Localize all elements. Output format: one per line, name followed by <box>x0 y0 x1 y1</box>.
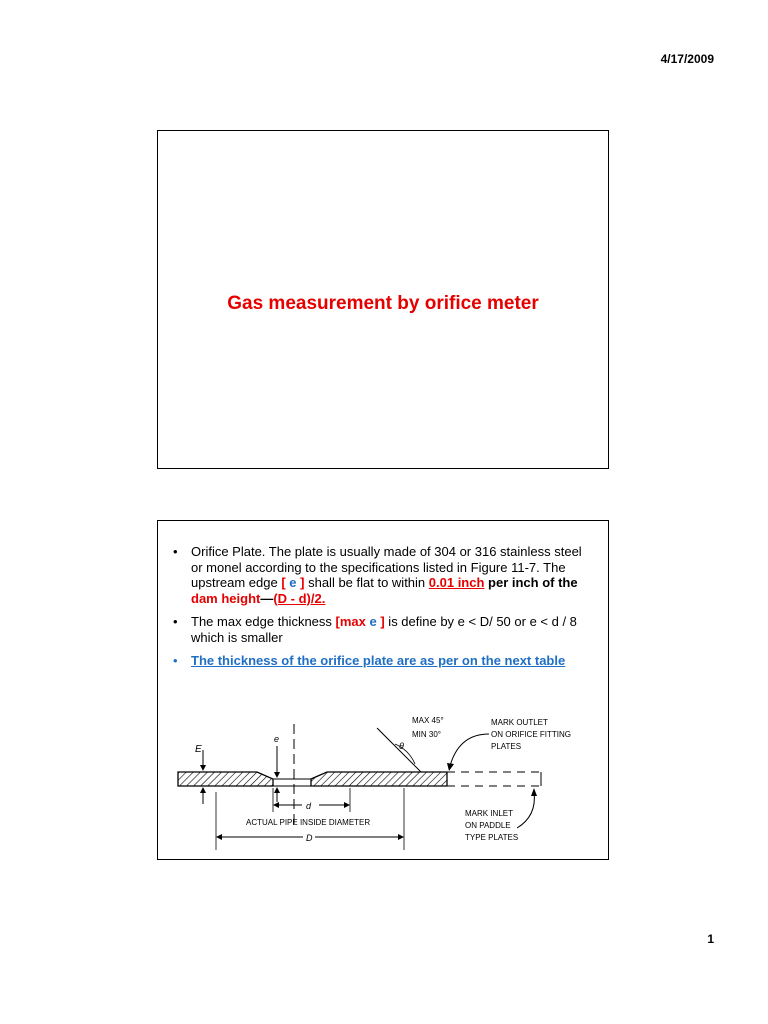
bullet2-text: The max edge thickness <box>191 614 336 629</box>
d-arrowhead-right <box>344 802 350 808</box>
D-arrowhead-right <box>398 834 404 840</box>
header-date: 4/17/2009 <box>660 52 714 66</box>
bullet1-text-b: shall be flat to within <box>304 575 429 590</box>
label-mark-outlet-2: ON ORIFICE FITTING <box>491 730 571 739</box>
bullet1-e: e <box>289 575 297 590</box>
label-d: d <box>306 801 312 811</box>
bullet1-bracket-open: [ <box>281 575 290 590</box>
inlet-arrowhead <box>531 788 537 796</box>
bullet3-text: The thickness of the orifice plate are as per on the next table <box>191 653 566 668</box>
angle-arc <box>395 744 415 764</box>
label-mark-inlet-1: MARK INLET <box>465 809 514 818</box>
outlet-leader <box>450 734 489 766</box>
label-e: e <box>274 734 280 744</box>
bullet1-text: Orifice Plate. The plate is usually made of 304 or 316 stainless steel or monel according to the specifications listed in Figure 11-7. The upstream edge <box>191 544 582 590</box>
bullet1-per-inch: per inch of the <box>484 575 578 590</box>
label-mark-inlet-2: ON PADDLE <box>465 821 511 830</box>
bullet2-text-b: is define by e < D/ 50 or e < d / 8 which is smaller <box>191 614 577 645</box>
label-mark-outlet-1: MARK OUTLET <box>491 718 548 727</box>
bullet-next-table <box>169 653 589 669</box>
label-D: D <box>306 833 313 843</box>
bullet1-dash: — <box>260 590 274 606</box>
bullet-marker: • <box>173 544 178 559</box>
bullet2-bracket-open: [max <box>335 614 370 629</box>
bullet2-bracket-close: ] <box>376 614 385 629</box>
slide-title-text: Gas measurement by orifice meter <box>227 293 539 314</box>
D-arrowhead-left <box>216 834 222 840</box>
bullet1-formula: (D - d)/2. <box>273 590 326 606</box>
label-mark-inlet-3: TYPE PLATES <box>465 833 519 842</box>
label-E: E <box>195 744 202 755</box>
label-mark-outlet-3: PLATES <box>491 742 522 751</box>
bullet-list <box>169 544 589 677</box>
E-arrowhead-top <box>200 765 206 771</box>
bullet-marker: • <box>173 614 178 629</box>
bullet1-bracket-close: ] <box>296 575 305 590</box>
bullet1-tolerance: 0.01 inch <box>428 575 485 590</box>
label-min30: MIN 30° <box>412 730 441 739</box>
E-arrowhead-bottom <box>200 787 206 793</box>
bullet-max-edge <box>169 614 589 645</box>
bullet1-dam-height: dam height <box>191 590 261 606</box>
orifice-plate-diagram <box>169 704 599 856</box>
outlet-arrowhead <box>447 763 454 771</box>
plate-right-section <box>311 772 447 786</box>
bullet-marker: • <box>173 653 178 668</box>
plate-left-section <box>178 772 273 786</box>
label-theta: θ <box>399 741 404 751</box>
slide-orifice-plate <box>157 520 609 860</box>
slide-title <box>157 130 609 469</box>
e-arrowhead-top <box>274 772 280 778</box>
inlet-leader <box>517 792 534 828</box>
label-pipe-diameter: ACTUAL PIPE INSIDE DIAMETER <box>246 818 371 827</box>
bullet2-e: e <box>369 614 377 629</box>
orifice-plate-drawing <box>169 704 599 856</box>
bullet-orifice-plate <box>169 544 589 606</box>
e-arrowhead-bottom <box>274 787 280 793</box>
label-max45: MAX 45° <box>412 716 444 725</box>
page-number: 1 <box>707 932 714 946</box>
d-arrowhead-left <box>273 802 279 808</box>
